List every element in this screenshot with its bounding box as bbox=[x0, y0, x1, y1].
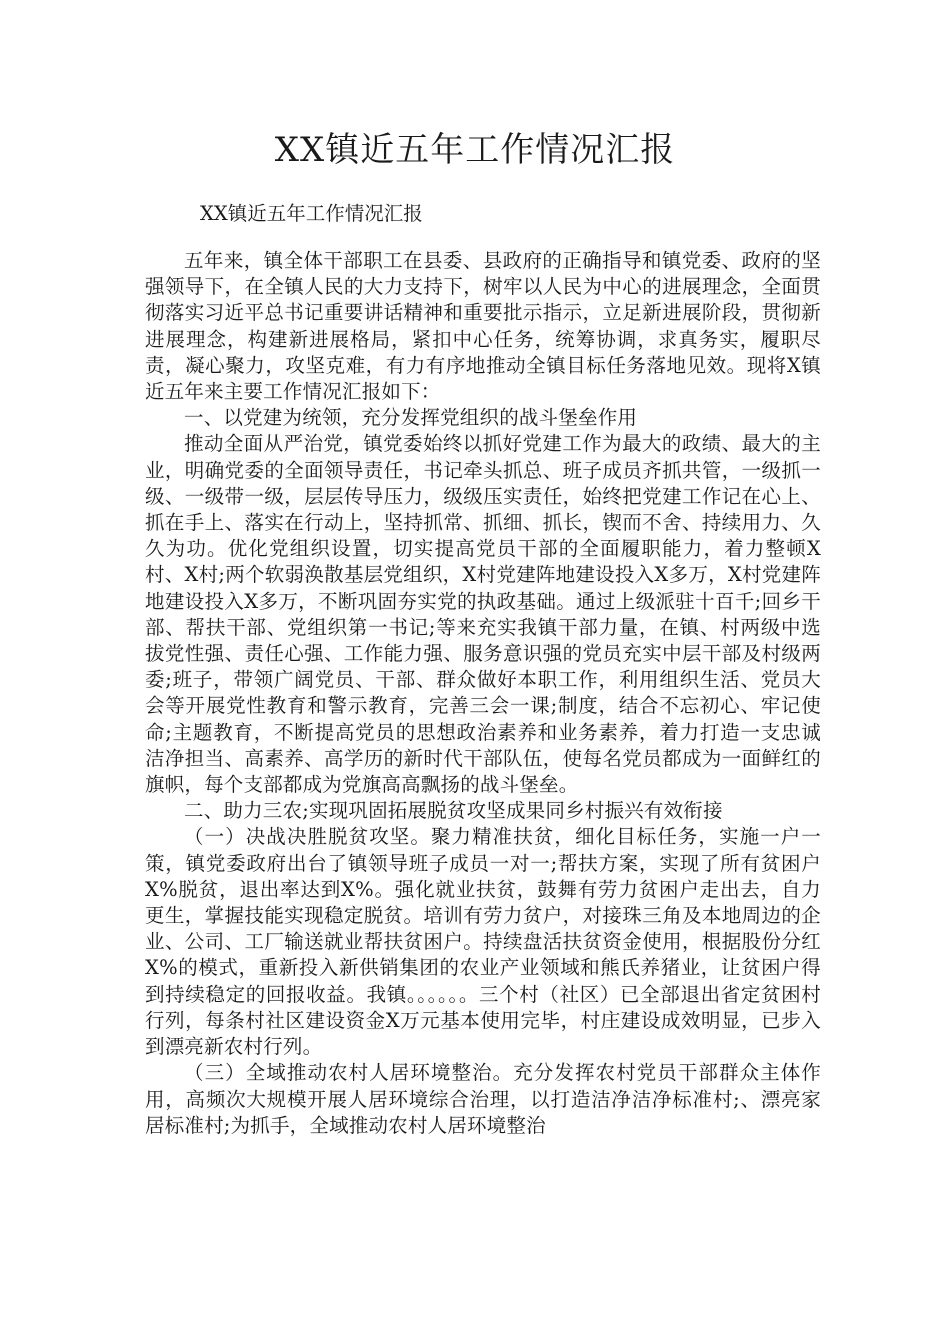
document-subtitle: XX镇近五年工作情况汇报 bbox=[200, 202, 423, 225]
section-heading-1: 一、以党建为统领，充分发挥党组织的战斗堡垒作用 bbox=[184, 406, 638, 430]
poverty-alleviation-paragraph: （一）决战决胜脱贫攻坚。聚力精准扶贫，细化目标任务，实施一户一策，镇党委政府出台了镇领导班子成员一对一;帮扶方案，实现了所有贫困户X%脱贫，退出率达到X%。强化就业扶贫，鼓舞有劳力贫困户走出去，自力更生，掌握技能实现稳定脱贫。培训有劳力贫户，对接珠三角及本地周边的企业、公司、工厂输送就业帮扶贫困户。持续盘活扶贫资金使用，根据股份分红X%的模式，重新投入新供销集团的农业产业领域和熊氏养猪业，让贫困户得到持续稳定的回报收益。我镇。。。。。。三个村（社区）已全部退出省定贫困村行列，每条村社区建设资金X万元基本使用完毕，村庄建设成效明显，已步入到漂亮新农村行列。 bbox=[145, 825, 821, 1059]
intro-paragraph: 五年来，镇全体干部职工在县委、县政府的正确指导和镇党委、政府的坚强领导下，在全镇人民的大力支持下，树牢以人民为中心的进展理念，全面贯彻落实习近平总书记重要讲话精神和重要批示指示，立足新进展阶段，贯彻新进展理念，构建新进展格局，紧扣中心任务，统筹协调，求真务实，履职尽责，凝心聚力，攻坚克难，有力有序地推动全镇目标任务落地见效。现将X镇近五年来主要工作情况汇报如下： bbox=[145, 249, 821, 404]
document-body bbox=[145, 248, 821, 1139]
section-heading-2: 二、助力三农;实现巩固拓展脱贫攻坚成果同乡村振兴有效衔接 bbox=[184, 799, 723, 823]
party-building-paragraph: 推动全面从严治党，镇党委始终以抓好党建工作为最大的政绩、最大的主业，明确党委的全面领导责任，书记牵头抓总、班子成员齐抓共管，一级抓一级、一级带一级，层层传导压力，级级压实责任，始终把党建工作记在心上、抓在手上、落实在行动上，坚持抓常、抓细、抓长，锲而不舍、持续用力、久久为功。优化党组织设置，切实提高党员干部的全面履职能力，着力整顿X村、X村;两个软弱涣散基层党组织，X村党建阵地建设投入X多万，X村党建阵地建设投入X多万，不断巩固夯实党的执政基础。通过上级派驻十百千;回乡干部、帮扶干部、党组织第一书记;等来充实我镇干部力量，在镇、村两级中选拔党性强、责任心强、工作能力强、服务意识强的党员充实中层干部及村级两委;班子，带领广阔党员、干部、群众做好本职工作，利用组织生活、党员大会等开展党性教育和警示教育，完善三会一课;制度，结合不忘初心、牢记使命;主题教育，不断提高党员的思想政治素养和业务素养，着力打造一支忠诚洁净担当、高素养、高学历的新时代干部队伍，使每名党员都成为一面鲜红的旗帜，每个支部都成为党旗高高飘扬的战斗堡垒。 bbox=[145, 432, 821, 797]
environment-paragraph: （三）全域推动农村人居环境整治。充分发挥农村党员干部群众主体作用，高频次大规模开展人居环境综合治理，以打造洁净洁净标准村;、漂亮家居标准村;为抓手，全域推动农村人居环境整治 bbox=[145, 1061, 821, 1137]
document-title: XX镇近五年工作情况汇报 bbox=[274, 130, 676, 170]
